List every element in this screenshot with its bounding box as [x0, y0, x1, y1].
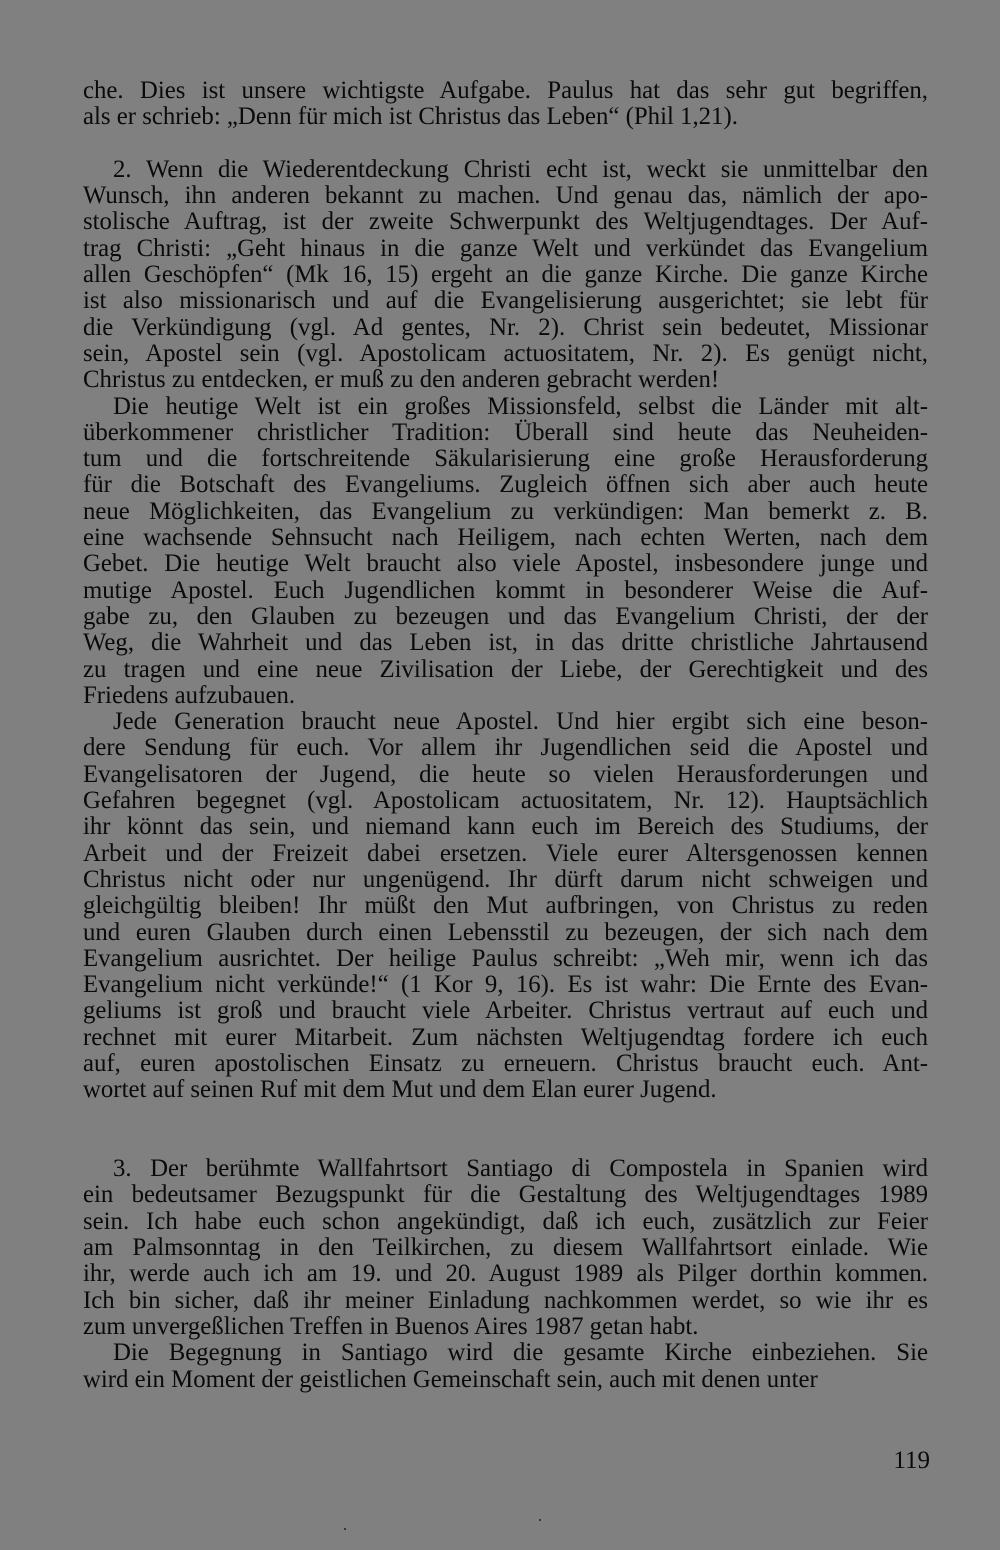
text-line: ein bedeutsamer Bezugspunkt für die Gestaltung des Weltjugendtages 1989: [83, 1181, 928, 1209]
text-line: die Verkündigung (vgl. Ad gentes, Nr. 2). Christ sein bedeutet, Missionar: [83, 313, 928, 341]
text-line: ihr, werde auch ich am 19. und 20. August 1989 als Pilger dorthin kommen.: [83, 1260, 928, 1288]
paragraph-gap: [83, 1130, 928, 1156]
text-line: zu tragen und eine neue Zivilisation der Liebe, der Gerechtigkeit und des: [83, 655, 928, 683]
text-line: neue Möglichkeiten, das Evangelium zu verkündigen: Man bemerkt z. B.: [83, 497, 928, 525]
text-line: allen Geschöpfen“ (Mk 16, 15) ergeht an die ganze Kirche. Die ganze Kirche: [83, 261, 928, 289]
text-line: geliums ist groß und braucht viele Arbeiter. Christus vertraut auf euch und: [83, 997, 928, 1025]
text-line: am Palmsonntag in den Teilkirchen, zu diesem Wallfahrtsort einlade. Wie: [83, 1234, 928, 1262]
paragraph-p-section-2: [83, 157, 928, 394]
text-line: tum und die fortschreitende Säkularisierung eine große Herausforderung: [83, 445, 928, 473]
paragraph-p-welt: [83, 394, 928, 710]
scan-speck: [539, 1519, 541, 1521]
text-line: wird ein Moment der geistlichen Gemeinschaft sein, auch mit denen unter: [83, 1365, 818, 1393]
text-line: Ich bin sicher, daß ihr meiner Einladung nachkommen werdet, so wie ihr es: [83, 1286, 928, 1314]
text-line: Gefahren begegnet (vgl. Apostolicam actuositatem, Nr. 12). Hauptsächlich: [83, 787, 928, 815]
text-line: ist also missionarisch und auf die Evangelisierung ausgerichtet; sie lebt für: [83, 287, 928, 315]
paragraph-p-section-3: [83, 1156, 928, 1340]
paragraph-p-intro: [83, 78, 928, 131]
text-line: zum unvergeßlichen Treffen in Buenos Aires 1987 getan habt.: [83, 1312, 699, 1340]
text-line: wortet auf seinen Ruf mit dem Mut und dem Elan eurer Jugend.: [83, 1076, 717, 1104]
text-line: Jede Generation braucht neue Apostel. Und hier ergibt sich eine beson-: [113, 708, 928, 736]
text-line: Evangelium nicht verkünde!“ (1 Kor 9, 16). Es ist wahr: Die Ernte des Evan-: [83, 971, 928, 999]
text-line: Wunsch, ihn anderen bekannt zu machen. Und genau das, nämlich der apo-: [83, 182, 928, 210]
text-line: 3. Der berühmte Wallfahrtsort Santiago di Compostela in Spanien wird: [113, 1155, 928, 1183]
text-line: als er schrieb: „Denn für mich ist Christus das Leben“ (Phil 1,21).: [83, 103, 738, 131]
text-line: che. Dies ist unsere wichtigste Aufgabe. Paulus hat das sehr gut begriffen,: [83, 77, 928, 104]
text-line: Friedens aufzubauen.: [83, 681, 296, 709]
text-line: Gebet. Die heutige Welt braucht also viele Apostel, insbesondere junge und: [83, 550, 928, 578]
text-line: ihr könnt das sein, und niemand kann euch im Bereich des Studiums, der: [83, 813, 928, 841]
text-line: gleichgültig bleiben! Ihr müßt den Mut aufbringen, von Christus zu reden: [83, 892, 928, 920]
text-line: Christus nicht oder nur ungenügend. Ihr dürft darum nicht schweigen und: [83, 865, 928, 893]
text-line: Weg, die Wahrheit und das Leben ist, in das dritte christliche Jahrtausend: [83, 629, 928, 657]
text-line: gabe zu, den Glauben zu bezeugen und das Evangelium Christi, der der: [83, 602, 928, 630]
text-line: Christus zu entdecken, er muß zu den anderen gebracht werden!: [83, 366, 720, 394]
text-line: überkommener christlicher Tradition: Überall sind heute das Neuheiden-: [83, 418, 928, 446]
text-line: für die Botschaft des Evangeliums. Zugleich öffnen sich aber auch heute: [83, 471, 928, 499]
paragraph-p-santiago: [83, 1340, 928, 1393]
text-line: Die Begegnung in Santiago wird die gesamte Kirche einbeziehen. Sie: [113, 1339, 928, 1367]
text-line: stolische Auftrag, ist der zweite Schwerpunkt des Weltjugendtages. Der Auf-: [83, 208, 928, 236]
text-line: mutige Apostel. Euch Jugendlichen kommt in besonderer Weise die Auf-: [83, 576, 928, 604]
text-line: Evangelium ausrichtet. Der heilige Paulus schreibt: „Weh mir, wenn ich das: [83, 944, 928, 972]
text-line: dere Sendung für euch. Vor allem ihr Jugendlichen seid die Apostel und: [83, 734, 928, 762]
text-line: auf, euren apostolischen Einsatz zu erneuern. Christus braucht euch. Ant-: [83, 1049, 928, 1077]
scan-speck: [344, 1528, 346, 1530]
paragraph-p-generation: [83, 709, 928, 1103]
text-line: sein. Ich habe euch schon angekündigt, daß ich euch, zusätzlich zur Feier: [83, 1207, 928, 1235]
text-line: Evangelisatoren der Jugend, die heute so vielen Herausforderungen und: [83, 760, 928, 788]
text-line: und euren Glauben durch einen Lebensstil zu bezeugen, der sich nach dem: [83, 918, 928, 946]
text-line: Die heutige Welt ist ein großes Missionsfeld, selbst die Länder mit alt-: [113, 392, 928, 420]
text-line: rechnet mit eurer Mitarbeit. Zum nächsten Weltjugendtag fordere ich euch: [83, 1023, 928, 1051]
paragraph-gap: [83, 1104, 928, 1130]
text-line: Arbeit und der Freizeit dabei ersetzen. Viele eurer Altersgenossen kennen: [83, 839, 928, 867]
text-line: trag Christi: „Geht hinaus in die ganze Welt und verkündet das Evangelium: [83, 234, 928, 262]
page-number: 119: [893, 1447, 930, 1474]
page-body: [83, 78, 928, 1393]
text-line: 2. Wenn die Wiederentdeckung Christi echt ist, weckt sie unmittelbar den: [113, 155, 928, 183]
text-line: eine wachsende Sehnsucht nach Heiligem, nach echten Werten, nach dem: [83, 524, 928, 552]
paragraph-gap: [83, 131, 928, 157]
text-line: sein, Apostel sein (vgl. Apostolicam actuositatem, Nr. 2). Es genügt nicht,: [83, 339, 928, 367]
